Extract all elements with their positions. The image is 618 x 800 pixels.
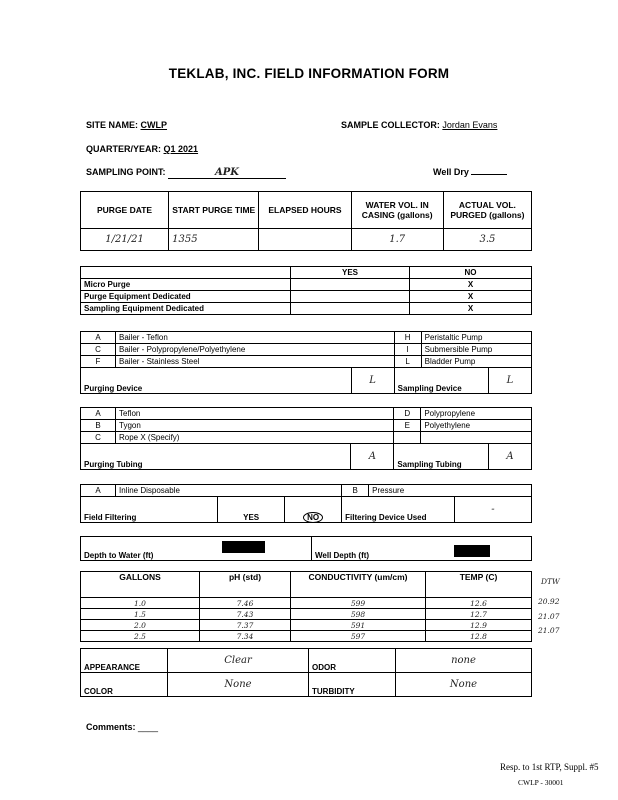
ph-cell: 7.46 <box>200 598 291 609</box>
sampling-device-label: Sampling Device <box>394 368 488 394</box>
table-row <box>81 420 532 432</box>
ph-cell: 7.43 <box>200 609 291 620</box>
device-label: Bladder Pump <box>421 356 531 368</box>
turbidity-value: None <box>396 673 532 697</box>
yes-header: YES <box>291 267 410 279</box>
water-vol-header: WATER VOL. IN CASING (gallons) <box>351 192 443 229</box>
purging-tubing-label: Purging Tubing <box>81 444 351 470</box>
appearance-label: APPEARANCE <box>81 649 168 673</box>
no-header: NO <box>410 267 532 279</box>
tubing-code <box>394 432 421 444</box>
appearance-value: Clear <box>168 649 309 673</box>
well-dry-field <box>433 167 507 177</box>
tubing-table <box>80 407 532 470</box>
yesno-row-yes <box>291 303 410 315</box>
dtw-reading: 20.92 <box>538 597 560 606</box>
site-name-field <box>86 120 167 130</box>
water-vol-value: 1.7 <box>351 229 443 251</box>
yesno-row-no: X <box>410 291 532 303</box>
filter-b-label: Pressure <box>369 485 532 497</box>
purging-tubing-value: A <box>351 444 394 470</box>
sample-collector-field <box>341 120 497 130</box>
elapsed-hours-value <box>259 229 351 251</box>
sampling-device-value: L <box>489 368 532 394</box>
quarter-year-value: Q1 2021 <box>163 144 199 154</box>
device-label: Submersible Pump <box>421 344 531 356</box>
temp-cell: 12.9 <box>426 620 532 631</box>
device-code: A <box>81 332 116 344</box>
tubing-label: Polyethylene <box>421 420 532 432</box>
yesno-row-yes <box>291 291 410 303</box>
ph-header: pH (std) <box>200 572 291 598</box>
comments-value: ____ <box>138 722 159 732</box>
comments-field <box>86 722 158 732</box>
gallons-cell: 2.5 <box>81 631 200 642</box>
dtw-note: DTW <box>541 577 560 586</box>
well-dry-label: Well Dry <box>433 167 469 177</box>
well-depth-label: Well Depth (ft) <box>312 537 419 561</box>
appearance-table <box>80 648 532 697</box>
redacted-depth-to-water <box>222 541 265 553</box>
temp-cell: 12.6 <box>426 598 532 609</box>
conductivity-cell: 591 <box>291 620 426 631</box>
table-row <box>81 631 532 642</box>
filter-a-label: Inline Disposable <box>116 485 342 497</box>
redacted-well-depth <box>454 545 490 557</box>
readings-table <box>80 571 532 642</box>
dtw-reading: 21.07 <box>538 612 560 621</box>
table-row <box>81 620 532 631</box>
gallons-cell: 2.0 <box>81 620 200 631</box>
gallons-header: GALLONS <box>81 572 200 598</box>
yesno-row-no: X <box>410 279 532 291</box>
ph-cell: 7.37 <box>200 620 291 631</box>
purge-date-value: 1/21/21 <box>81 229 169 251</box>
device-label: Peristaltic Pump <box>421 332 531 344</box>
filtering-device-label: Filtering Device Used <box>342 497 455 523</box>
filter-a-code: A <box>81 485 116 497</box>
dtw-reading: 21.07 <box>538 626 560 635</box>
tubing-code: D <box>394 408 421 420</box>
table-row <box>81 291 532 303</box>
table-row <box>81 344 532 356</box>
device-code: L <box>394 356 421 368</box>
temp-header: TEMP (C) <box>426 572 532 598</box>
sampling-point-label: SAMPLING POINT: <box>86 167 166 177</box>
device-code: H <box>394 332 421 344</box>
purge-date-header: PURGE DATE <box>81 192 169 229</box>
actual-vol-value: 3.5 <box>443 229 531 251</box>
yesno-row-no: X <box>410 303 532 315</box>
temp-cell: 12.8 <box>426 631 532 642</box>
conductivity-cell: 597 <box>291 631 426 642</box>
sampling-tubing-value: A <box>489 444 532 470</box>
device-label: Bailer - Polypropylene/Polyethylene <box>116 344 395 356</box>
field-filtering-yes: YES <box>218 497 285 523</box>
table-row <box>81 432 532 444</box>
field-filtering-no-circled: NO <box>303 512 323 523</box>
comments-label: Comments: <box>86 722 136 732</box>
start-purge-time-header: START PURGE TIME <box>169 192 259 229</box>
actual-vol-header: ACTUAL VOL. PURGED (gallons) <box>443 192 531 229</box>
site-name-value: CWLP <box>140 120 168 130</box>
device-code: F <box>81 356 116 368</box>
yesno-row-label: Micro Purge <box>81 279 291 291</box>
purge-table <box>80 191 532 251</box>
table-row <box>81 356 532 368</box>
table-row <box>81 609 532 620</box>
field-filtering-label: Field Filtering <box>81 497 218 523</box>
tubing-code: A <box>81 408 116 420</box>
tubing-code: C <box>81 432 116 444</box>
ph-cell: 7.34 <box>200 631 291 642</box>
table-row <box>81 279 532 291</box>
form-title: TEKLAB, INC. FIELD INFORMATION FORM <box>168 66 450 81</box>
filtering-table <box>80 484 532 523</box>
yesno-row-label: Sampling Equipment Dedicated <box>81 303 291 315</box>
tubing-label: Rope X (Specify) <box>116 432 394 444</box>
odor-value: none <box>396 649 532 673</box>
sampling-point-field <box>86 167 286 179</box>
conductivity-header: CONDUCTIVITY (um/cm) <box>291 572 426 598</box>
sampling-tubing-label: Sampling Tubing <box>394 444 489 470</box>
sample-collector-label: SAMPLE COLLECTOR: <box>341 120 440 130</box>
sample-collector-value: Jordan Evans <box>442 120 498 130</box>
conductivity-cell: 598 <box>291 609 426 620</box>
elapsed-hours-header: ELAPSED HOURS <box>259 192 351 229</box>
footer-response-line: Resp. to 1st RTP, Suppl. #5 <box>500 762 599 772</box>
purging-device-value: L <box>351 368 394 394</box>
odor-label: ODOR <box>309 649 396 673</box>
field-filtering-no <box>285 497 342 523</box>
yes-no-table <box>80 266 532 315</box>
device-code: C <box>81 344 116 356</box>
quarter-year-label: QUARTER/YEAR: <box>86 144 162 154</box>
purging-device-label: Purging Device <box>81 368 352 394</box>
tubing-code: E <box>394 420 421 432</box>
yesno-row-yes <box>291 279 410 291</box>
quarter-year-field <box>86 144 198 154</box>
device-label: Bailer - Teflon <box>116 332 395 344</box>
color-label: COLOR <box>81 673 168 697</box>
gallons-cell: 1.5 <box>81 609 200 620</box>
temp-cell: 12.7 <box>426 609 532 620</box>
table-row <box>81 408 532 420</box>
conductivity-cell: 599 <box>291 598 426 609</box>
gallons-cell: 1.0 <box>81 598 200 609</box>
device-code: I <box>394 344 421 356</box>
devices-table <box>80 331 532 394</box>
device-label: Bailer - Stainless Steel <box>116 356 395 368</box>
table-row <box>81 303 532 315</box>
filtering-device-value: - <box>455 497 532 523</box>
filter-b-code: B <box>342 485 369 497</box>
tubing-code: B <box>81 420 116 432</box>
tubing-label: Teflon <box>116 408 394 420</box>
tubing-label <box>421 432 532 444</box>
start-purge-time-value: 1355 <box>169 229 259 251</box>
turbidity-label: TURBIDITY <box>309 673 396 697</box>
table-row <box>81 332 532 344</box>
tubing-label: Tygon <box>116 420 394 432</box>
tubing-label: Polypropylene <box>421 408 532 420</box>
yesno-row-label: Purge Equipment Dedicated <box>81 291 291 303</box>
footer-page-id: CWLP - 30001 <box>518 778 564 787</box>
sampling-point-value: APK <box>215 167 240 178</box>
site-name-label: SITE NAME: <box>86 120 139 130</box>
color-value: None <box>168 673 309 697</box>
depth-to-water-label: Depth to Water (ft) <box>81 537 192 561</box>
table-row <box>81 598 532 609</box>
